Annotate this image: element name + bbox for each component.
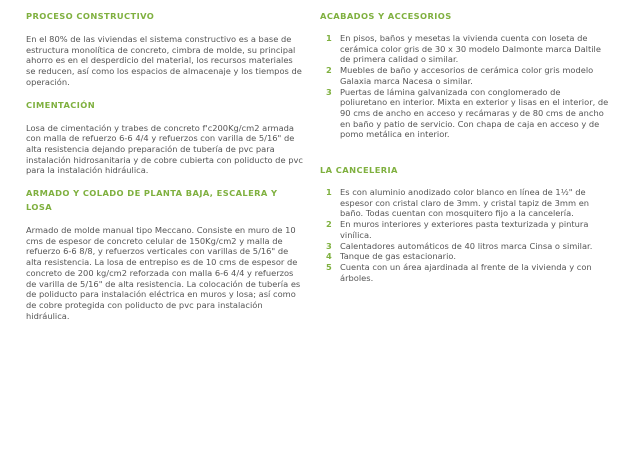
numbered-list	[320, 33, 610, 140]
section-title: ARMADO Y COLADO DE PLANTA BAJA, ESCALERA Y LOSA	[26, 188, 278, 213]
section-armado-colado	[26, 186, 304, 321]
section-title: LA CANCELERIA	[320, 165, 398, 176]
section-title: PROCESO CONSTRUCTIVO	[26, 11, 155, 21]
section-proceso-constructivo	[26, 9, 304, 88]
list-item	[320, 187, 610, 219]
left-column	[26, 9, 304, 331]
list-number: 1	[326, 33, 332, 43]
section-body: Armado de molde manual tipo Meccano. Consiste en muro de 10 cms de espesor de concreto celular de 150Kg/cm2 y malla de refuerzo 6-6 8/8, y refuerzos verticales con varillas de 5/16" de alta resistencia. La losa de entrepiso es de 10 cms de espesor de concreto de 200 kg/cm2 reforzada con malla 6-6 4/4 y refuerzos de varilla de 5/16" de alta resistencia. La colocación de tubería es de poliducto para instalación eléctrica en muros y losa; así como de cobre protegida con poliducto de pvc para instalación hidráulica.	[26, 225, 301, 321]
list-item	[320, 33, 610, 65]
list-text: Muebles de baño y accesorios de cerámica color gris modelo Galaxia marca Nacesa o similar.	[340, 65, 594, 86]
section-body: Losa de cimentación y trabes de concreto f'c200Kg/cm2 armada con malla de refuerzo 6-6 4/4 y refuerzos con varilla de 5/16" de alta resistencia dejando preparación de tubería de pvc para instalación hidrosanitaria y de cobre cubierta con poliducto de pvc para la instalación hidráulica.	[26, 122, 303, 176]
list-item	[320, 241, 610, 252]
list-text: Tanque de gas estacionario.	[340, 251, 456, 262]
list-number: 2	[326, 219, 332, 230]
list-text: Cuenta con un área ajardinada al frente de la vivienda y con árboles.	[340, 261, 592, 283]
list-text: En pisos, baños y mesetas la vivienda cuenta con loseta de cerámica color gris de 30 x 30 modelo Dalmonte marca Daltile de primera calidad o similar.	[340, 33, 601, 65]
list-text: En muros interiores y exteriores pasta texturizada y pintura vinílica.	[340, 219, 589, 240]
right-column	[320, 9, 610, 283]
list-text: Calentadores automáticos de 40 litros marca Cinsa o similar.	[340, 240, 593, 251]
list-item	[320, 87, 610, 141]
section-cimentacion	[26, 98, 304, 177]
list-item	[320, 65, 610, 86]
list-text: Puertas de lámina galvanizada con conglomerado de poliuretano en interior. Mixta en exterior y lisas en el interior, de 90 cms de ancho en acceso y recámaras y de 80 cms de ancho en baño y patio de servicio. Con chapa de caja en acceso y de pomo metálica en interior.	[340, 86, 609, 140]
list-number: 4	[326, 251, 332, 262]
list-item	[320, 251, 610, 262]
list-number: 1	[326, 187, 332, 198]
list-item	[320, 219, 610, 240]
list-number: 3	[326, 240, 332, 251]
section-title: CIMENTACIÓN	[26, 99, 96, 110]
list-item	[320, 262, 610, 283]
list-number: 2	[326, 65, 332, 76]
numbered-list	[320, 187, 610, 283]
section-la-canceleria	[320, 163, 610, 283]
section-body: En el 80% de las viviendas el sistema constructivo es a base de estructura monolítica de concreto, cimbra de molde, su principal ahorro es en el desperdicio del material, los recursos materiales se reducen, así como los espacios de almacenaje y los tiempos de operación.	[26, 34, 302, 87]
list-text: Es con aluminio anodizado color blanco en línea de 1½" de espesor con cristal claro de 3mm. y cristal tapiz de 3mm en baño. Todas cuentan con mosquitero fijo a la cancelería.	[340, 187, 590, 219]
list-number: 5	[326, 261, 332, 272]
list-number: 3	[326, 86, 332, 97]
section-acabados-accesorios	[320, 9, 610, 140]
section-title: ACABADOS Y ACCESORIOS	[320, 11, 452, 21]
